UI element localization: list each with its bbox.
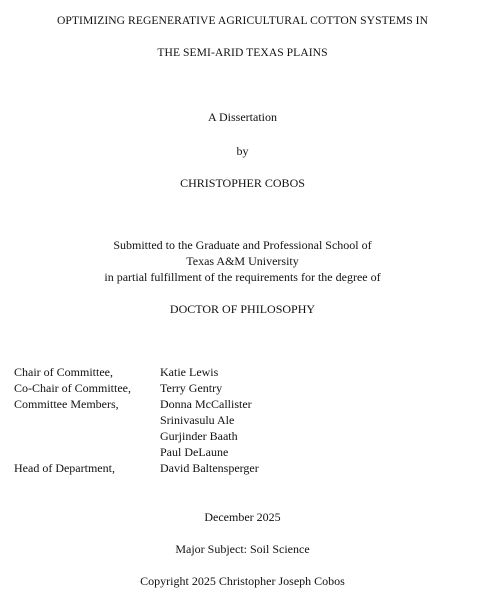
committee-row [14,364,314,380]
submission-line-3: in partial fulfillment of the requirements for the degree of [104,270,381,284]
committee-role: Chair of Committee, [14,365,113,379]
committee-list [14,364,314,476]
committee-row [14,412,314,428]
committee-member-name: Gurjinder Baath [160,429,238,443]
by-label: by [236,144,249,158]
committee-row [14,444,314,460]
submission-line-1: Submitted to the Graduate and Professional School of [113,238,372,252]
committee-role: Committee Members, [14,397,119,411]
committee-row [14,380,314,396]
committee-row [14,428,314,444]
committee-role: Co-Chair of Committee, [14,381,131,395]
copyright-notice: Copyright 2025 Christopher Joseph Cobos [140,574,345,588]
submission-date: December 2025 [204,510,281,524]
committee-member-name: David Baltensperger [160,461,259,475]
title-line-1: OPTIMIZING REGENERATIVE AGRICULTURAL COTTON SYSTEMS IN [56,14,428,27]
committee-member-name: Katie Lewis [160,365,219,379]
committee-row [14,460,314,476]
committee-role: Head of Department, [14,461,115,475]
major-subject: Major Subject: Soil Science [175,542,310,556]
author-name: CHRISTOPHER COBOS [180,176,305,190]
document-type: A Dissertation [208,110,277,124]
committee-member-name: Terry Gentry [160,381,223,395]
title-line-2: THE SEMI-ARID TEXAS PLAINS [157,46,328,59]
committee-row [14,396,314,412]
committee-member-name: Srinivasulu Ale [160,413,235,427]
submission-line-2: Texas A&M University [186,254,299,268]
committee-member-name: Donna McCallister [160,397,252,411]
committee-member-name: Paul DeLaune [160,445,229,459]
degree-name: DOCTOR OF PHILOSOPHY [169,302,316,316]
